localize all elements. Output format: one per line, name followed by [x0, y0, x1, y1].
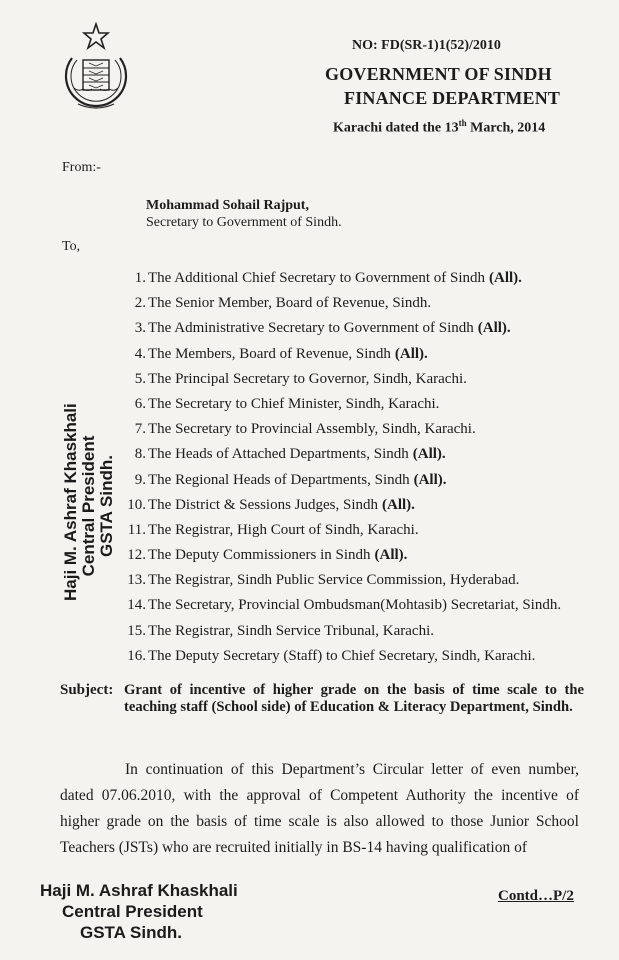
file-number: NO: FD(SR-1)1(52)/2010 [352, 38, 501, 53]
addressee-item [122, 371, 565, 396]
government-title: GOVERNMENT OF SINDH [325, 64, 552, 84]
department-title: FINANCE DEPARTMENT [344, 88, 561, 108]
addressee-number: 14. [127, 597, 146, 614]
addressee-text: The Regional Heads of Departments, Sindh [148, 471, 410, 488]
addressee-number: 13. [127, 572, 146, 589]
from-label: From:- [62, 160, 101, 175]
sender-title: Secretary to Government of Sindh. [146, 215, 342, 230]
addressee-list [122, 270, 565, 673]
addressee-text: The Additional Chief Secretary to Government of Sindh [148, 270, 486, 286]
all-tag: (All). [374, 547, 408, 564]
addressee-item [122, 497, 565, 522]
to-label: To, [62, 239, 81, 254]
addressee-number: 15. [127, 622, 146, 639]
addressee-number: 7. [134, 421, 146, 438]
bottom-name-stamp [40, 880, 238, 943]
addressee-number: 4. [134, 345, 146, 362]
addressee-item [122, 346, 565, 371]
addressee-text: The Heads of Attached Departments, Sindh [148, 446, 409, 463]
all-tag: (All). [394, 345, 428, 362]
addressee-item [122, 295, 565, 320]
addressee-number: 8. [134, 446, 146, 463]
addressee-number: 11. [127, 521, 146, 538]
sender-name: Mohammad Sohail Rajput, [146, 198, 309, 213]
vertical-name-stamp [61, 403, 116, 601]
addressee-item [122, 270, 565, 295]
stamp-organization: GSTA Sindh. [97, 455, 116, 557]
addressee-text: The Senior Member, Board of Revenue, Sindh. [148, 295, 432, 312]
all-tag: (All). [382, 496, 415, 513]
addressee-number: 16. [127, 647, 146, 664]
addressee-item [122, 572, 565, 597]
addressee-text: The Secretary to Chief Minister, Sindh, Karachi. [148, 395, 440, 412]
addressee-text: The Members, Board of Revenue, Sindh [148, 345, 391, 362]
stamp-designation: Central President [79, 435, 98, 577]
all-tag: (All). [413, 471, 447, 488]
addressee-item [122, 547, 565, 572]
stamp-organization: GSTA Sindh. [80, 923, 182, 942]
government-of-sindh-emblem [56, 22, 136, 114]
subject-label: Subject: [60, 682, 114, 698]
addressee-text: The Registrar, Sindh Public Service Commission, Hyderabad. [148, 572, 520, 589]
addressee-text: The Registrar, High Court of Sindh, Karachi. [148, 521, 419, 538]
addressee-text: The District & Sessions Judges, Sindh [148, 496, 379, 513]
date-superscript: th [458, 118, 467, 128]
addressee-text: The Administrative Secretary to Government of Sindh [148, 320, 474, 337]
addressee-text: The Secretary, Provincial Ombudsman(Mohtasib) Secretariat, Sindh. [148, 597, 562, 614]
date-suffix: March, 2014 [466, 120, 546, 136]
addressee-number: 3. [134, 320, 146, 337]
addressee-item [122, 421, 565, 446]
stamp-name: Haji M. Ashraf Khaskhali [40, 881, 238, 900]
addressee-item [122, 623, 565, 648]
date-prefix: Karachi dated the 13 [333, 120, 459, 136]
addressee-item [122, 648, 565, 673]
stamp-name: Haji M. Ashraf Khaskhali [61, 403, 80, 601]
addressee-number: 2. [134, 295, 146, 312]
addressee-text: The Deputy Commissioners in Sindh [148, 547, 371, 564]
stamp-designation: Central President [62, 902, 203, 921]
subject-text: Grant of incentive of higher grade on the basis of time scale to the teaching staff (School side) of Education & Literacy Department, Sindh. [124, 682, 584, 715]
addressee-item [122, 472, 565, 497]
addressee-number: 9. [134, 471, 146, 488]
addressee-number: 1. [134, 270, 146, 286]
addressee-number: 5. [134, 370, 146, 387]
addressee-item [122, 446, 565, 471]
addressee-text: The Deputy Secretary (Staff) to Chief Secretary, Sindh, Karachi. [148, 647, 536, 664]
all-tag: (All). [489, 270, 522, 286]
continued-note: Contd…P/2 [498, 888, 574, 904]
all-tag: (All). [412, 446, 446, 463]
body-paragraph: In continuation of this Department’s Circular letter of even number, dated 07.06.2010, with the approval of Competent Authority the incentive of higher grade on the basis of time scale is also allowed to those Junior School Teachers (JSTs) who are recruited initially in BS-14 having qualification of [60, 761, 579, 856]
addressee-number: 6. [134, 395, 146, 412]
date-line [333, 118, 545, 137]
addressee-item [122, 597, 565, 622]
addressee-text: The Secretary to Provincial Assembly, Sindh, Karachi. [148, 421, 476, 438]
all-tag: (All). [477, 320, 511, 337]
addressee-number: 12. [127, 547, 146, 564]
addressee-item [122, 396, 565, 421]
addressee-text: The Principal Secretary to Governor, Sindh, Karachi. [148, 370, 467, 387]
addressee-text: The Registrar, Sindh Service Tribunal, Karachi. [148, 622, 435, 639]
addressee-item [122, 522, 565, 547]
addressee-number: 10. [127, 496, 146, 513]
addressee-item [122, 320, 565, 345]
